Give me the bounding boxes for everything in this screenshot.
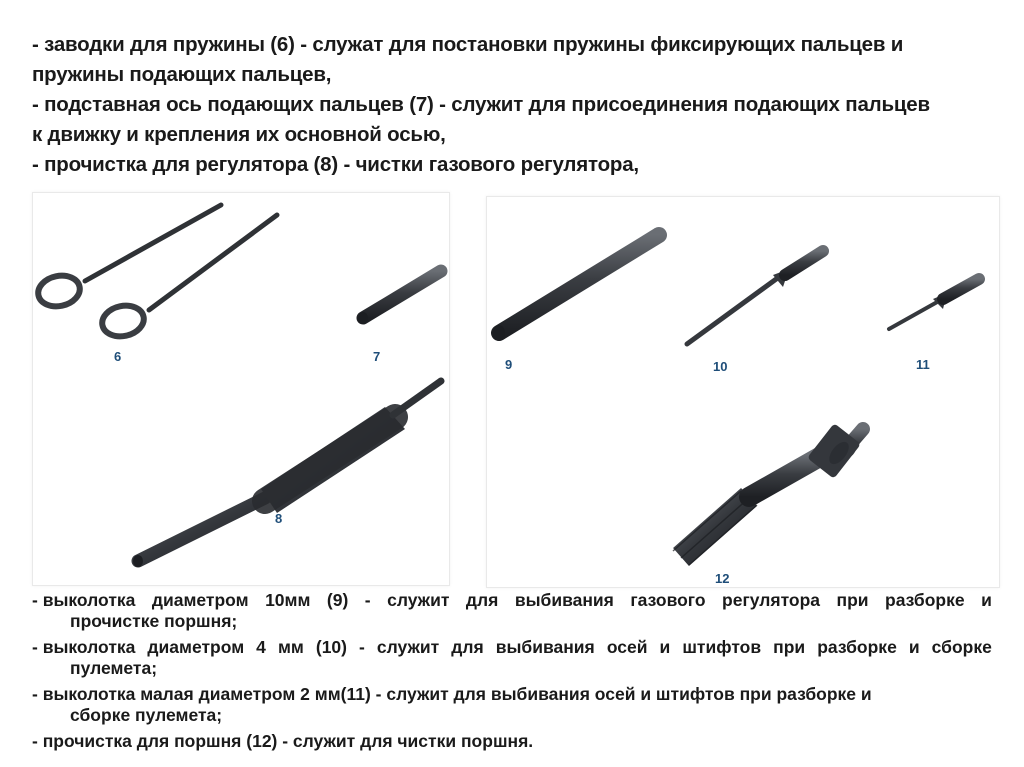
top-line-1: - заводки для пружины (6) - служат для постановки пружины фиксирующих пальцев и — [32, 33, 904, 56]
word: (10) — [315, 637, 347, 657]
punch-small-2mm — [889, 279, 979, 329]
list-item-10-line-2: пулемета; — [70, 658, 158, 678]
word: регулятора — [722, 590, 821, 610]
word: выбивания — [514, 590, 614, 610]
label-6: 6 — [114, 349, 122, 364]
piston-cleaner — [673, 423, 863, 565]
word: мм — [277, 637, 304, 657]
spring-hook-tool-2 — [99, 215, 277, 340]
top-line-4: к движку и крепления их основной осью, — [32, 123, 446, 146]
word: - — [359, 637, 365, 657]
word: осей — [606, 637, 648, 657]
word: диаметром — [147, 637, 245, 657]
punch-10mm — [493, 235, 659, 341]
gas-regulator-cleaner — [133, 381, 441, 567]
label-11: 11 — [916, 357, 930, 372]
word: газового — [630, 590, 706, 610]
label-8: 8 — [275, 511, 283, 526]
word: разборке — [817, 637, 897, 657]
word: - выколотка — [32, 590, 136, 610]
list-item-9-line-2: прочистке поршня; — [70, 611, 238, 631]
word: штифтов — [682, 637, 762, 657]
list-item-10-line-1 — [32, 637, 992, 658]
word: и — [981, 590, 992, 610]
top-line-5: - прочистка для регулятора (8) - чистки газового регулятора, — [32, 153, 639, 176]
word: при — [836, 590, 869, 610]
word: при — [773, 637, 806, 657]
bottom-list — [32, 590, 992, 757]
list-item-11-line-2: сборке пулемета; — [70, 705, 223, 725]
word: сборке — [931, 637, 992, 657]
list-item-11 — [32, 684, 992, 726]
word: 10мм — [265, 590, 311, 610]
list-item-11-line-1: - выколотка малая диаметром 2 мм(11) - служит для выбивания осей и штифтов при разборке и — [32, 684, 872, 704]
punch-4mm — [687, 251, 823, 344]
word: разборке — [885, 590, 965, 610]
top-line-3: - подставная ось подающих пальцев (7) - служит для присоединения подающих пальцев — [32, 93, 930, 116]
word: и — [908, 637, 920, 657]
label-10: 10 — [713, 359, 728, 374]
word: 4 — [256, 637, 266, 657]
word: и — [659, 637, 671, 657]
word: (9) — [326, 590, 349, 610]
list-item-9 — [32, 590, 992, 632]
list-item-9-line-1 — [32, 590, 992, 611]
label-7: 7 — [373, 349, 381, 364]
word: для — [451, 637, 484, 657]
list-item-10 — [32, 637, 992, 679]
list-item-12 — [32, 731, 992, 752]
figure-panel-left — [32, 192, 450, 586]
spring-hook-tool-1 — [35, 205, 221, 310]
word: - — [364, 590, 371, 610]
figure-panel-right — [486, 196, 1000, 588]
word: диаметром — [151, 590, 249, 610]
word: выбивания — [495, 637, 595, 657]
label-9: 9 — [505, 357, 513, 372]
top-paragraph — [32, 30, 1002, 180]
feed-finger-axle-pin — [358, 271, 441, 324]
word: - выколотка — [32, 637, 136, 657]
label-12: 12 — [715, 571, 730, 586]
word: служит — [387, 590, 450, 610]
list-item-12-line-1: - прочистка для поршня (12) - служит для чистки поршня. — [32, 731, 534, 751]
top-line-2: пружины подающих пальцев, — [32, 63, 332, 86]
word: для — [465, 590, 499, 610]
word: служит — [376, 637, 440, 657]
